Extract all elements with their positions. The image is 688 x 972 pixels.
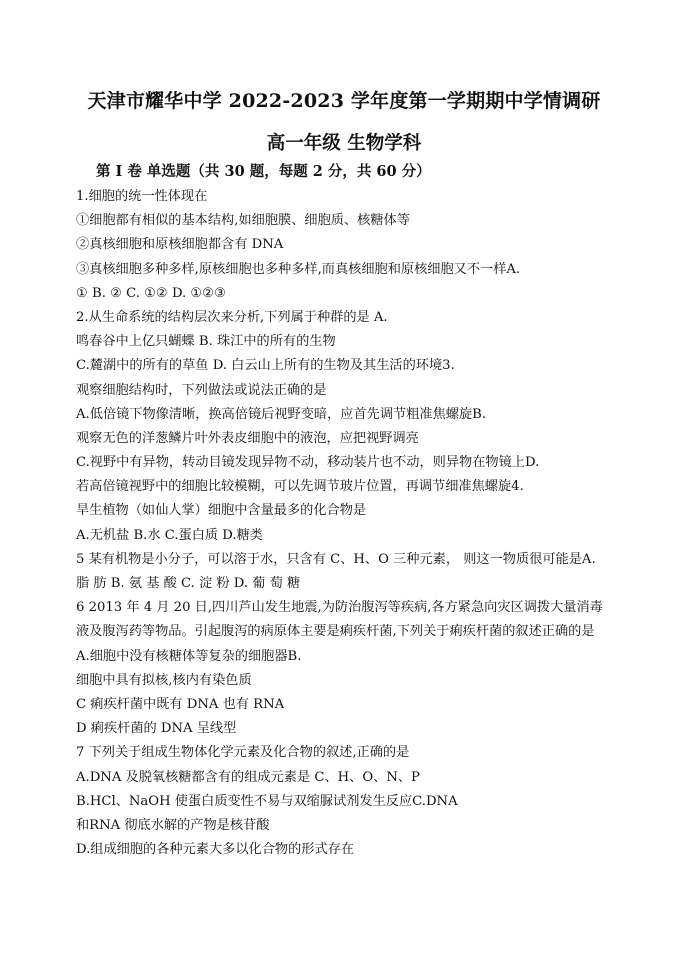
text-line: C.视野中有异物，转动目镜发现异物不动，移动装片也不动，则异物在物镜上D. — [76, 455, 540, 471]
text-line: B.HCl、NaOH 使蛋白质变性不易与双缩脲试剂发生反应C.DNA — [76, 793, 458, 809]
text-line: 鸣春谷中上亿只蝴蝶 B. 珠江中的所有的生物 — [76, 334, 336, 350]
text-line: 观察细胞结构时，下列做法或说法正确的是 — [76, 382, 327, 398]
exam-title: 天津市耀华中学 2022-2023 学年度第一学期期中学情调研 — [87, 90, 601, 112]
text-line: D.组成细胞的各种元素大多以化合物的形式存在 — [76, 842, 355, 858]
text-line: 6 2013 年 4 月 20 日,四川芦山发生地震,为防治腹泻等疾病,各方紧急向灾区调拨大量消毒 — [76, 600, 603, 616]
text-line: 若高倍镜视野中的细胞比较模糊，可以先调节玻片位置，再调节细准焦螺旋4. — [76, 479, 524, 495]
text-line: ①细胞都有相似的基本结构,如细胞膜、细胞质、核糖体等 — [76, 213, 410, 229]
text-line: A.DNA 及脱氧核糖都含有的组成元素是 C、H、O、N、P — [76, 769, 420, 785]
text-line: 观察无色的洋葱鳞片叶外表皮细胞中的液泡，应把视野调亮 — [76, 430, 419, 446]
text-line: 旱生植物（如仙人掌）细胞中含量最多的化合物是 — [76, 503, 367, 519]
text-line: 和RNA 彻底水解的产物是核苷酸 — [76, 817, 270, 833]
text-line: ②真核细胞和原核细胞都含有 DNA — [76, 237, 284, 253]
text-line: A.细胞中没有核糖体等复杂的细胞器B. — [76, 648, 302, 664]
text-line: 细胞中具有拟核,核内有染色质 — [76, 672, 252, 688]
text-line: 2.从生命系统的结构层次来分析,下列属于种群的是 A. — [76, 309, 388, 325]
text-line: A.无机盐 B.水 C.蛋白质 D.糖类 — [76, 527, 263, 543]
text-line: ③真核细胞多种多样,原核细胞也多种多样,而真核细胞和原核细胞又不一样A. — [76, 261, 521, 277]
question-text — [76, 185, 636, 862]
text-line: 液及腹泻药等物品。引起腹泻的病原体主要是痢疾杆菌,下列关于痢疾杆菌的叙述正确的是 — [76, 624, 595, 640]
text-line: 7 下列关于组成生物体化学元素及化合物的叙述,正确的是 — [76, 745, 410, 761]
exam-subtitle: 高一年级 生物学科 — [266, 133, 422, 154]
text-line: 脂 肪 B. 氨 基 酸 C. 淀 粉 D. 葡 萄 糖 — [76, 576, 301, 591]
text-line: ① B. ② C. ①② D. ①②③ — [76, 285, 226, 301]
text-line: C.麓湖中的所有的草鱼 D. 白云山上所有的生物及其生活的环境3. — [76, 358, 455, 374]
text-line: D 痢疾杆菌的 DNA 呈线型 — [76, 721, 237, 737]
text-line: C 痢疾杆菌中既有 DNA 也有 RNA — [76, 696, 285, 712]
text-line: 1.细胞的统一性体现在 — [76, 189, 208, 204]
text-line: A.低倍镜下物像清晰，换高倍镜后视野变暗，应首先调节粗准焦螺旋B. — [76, 406, 487, 422]
section-heading: 第 I 卷 单选题（共 30 题，每题 2 分，共 60 分） — [96, 163, 431, 180]
text-line: 5 某有机物是小分子，可以溶于水，只含有 C、H、O 三种元素， 则这一物质很可能是A. — [76, 551, 596, 567]
